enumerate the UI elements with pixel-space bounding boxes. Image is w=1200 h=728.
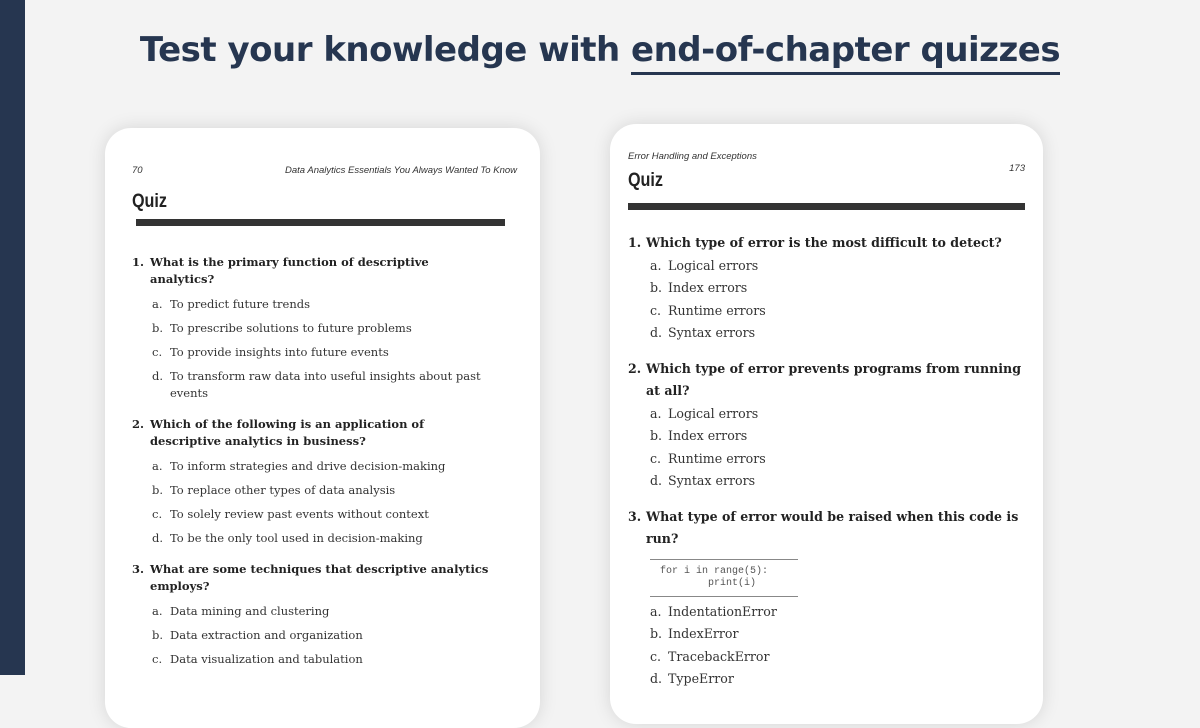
option-letter: a. — [152, 459, 163, 473]
option-letter: b. — [152, 628, 164, 642]
option-letter: c. — [152, 345, 163, 359]
question — [628, 232, 1028, 255]
question — [132, 416, 492, 450]
slide-title — [0, 30, 1200, 70]
answer-option — [650, 470, 1028, 493]
option-letter: c. — [152, 652, 163, 666]
answer-option — [152, 458, 492, 475]
option-text: Logical errors — [668, 405, 759, 421]
option-letter: d. — [650, 473, 663, 488]
running-header: Error Handling and Exceptions — [628, 151, 757, 162]
option-letter: c. — [650, 302, 662, 318]
option-letter: b. — [650, 428, 663, 443]
heading-rule — [136, 219, 505, 226]
option-text: To be the only tool used in decision-making — [170, 531, 423, 545]
option-letter: c. — [152, 507, 163, 521]
question-number: 2. — [628, 360, 642, 376]
question — [132, 561, 492, 595]
answer-option — [152, 320, 492, 337]
answer-option — [152, 482, 492, 499]
title-underlined: end-of-chapter quizzes — [631, 30, 1060, 75]
quiz-heading: Quiz — [132, 191, 167, 212]
option-text: To inform strategies and drive decision-making — [170, 459, 446, 473]
option-letter: d. — [152, 531, 164, 545]
option-text: Data visualization and tabulation — [170, 652, 363, 666]
answer-option — [152, 627, 492, 644]
left-book-page — [105, 128, 540, 728]
option-letter: a. — [650, 257, 662, 273]
answer-option — [650, 425, 1028, 448]
question-number: 3. — [628, 508, 642, 524]
question-text: Which type of error prevents programs from running at all? — [646, 360, 1022, 398]
option-text: To replace other types of data analysis — [170, 483, 396, 497]
answer-option — [152, 368, 492, 402]
option-letter: d. — [650, 671, 663, 686]
answer-option — [152, 296, 492, 313]
right-book-page — [610, 124, 1043, 724]
running-header: Data Analytics Essentials You Always Wanted To Know — [285, 165, 517, 176]
question-list — [132, 254, 492, 668]
option-text: Syntax errors — [668, 325, 756, 340]
option-text: IndentationError — [668, 603, 777, 619]
answer-option — [650, 646, 1028, 669]
option-text: Runtime errors — [668, 450, 766, 466]
option-text: TypeError — [668, 671, 734, 686]
option-letter: b. — [650, 280, 663, 295]
answer-option — [650, 668, 1028, 691]
answer-option — [152, 651, 492, 668]
option-text: IndexError — [668, 626, 739, 641]
question-list — [628, 232, 1028, 691]
option-letter: c. — [650, 648, 662, 664]
option-letter: a. — [152, 297, 163, 311]
question-text: Which of the following is an application of descriptive analytics in business? — [150, 417, 425, 448]
answer-option — [650, 255, 1028, 278]
question — [132, 254, 492, 288]
answer-option — [650, 601, 1028, 624]
question-text: What are some techniques that descriptive analytics employs? — [150, 562, 489, 593]
heading-rule — [628, 203, 1025, 210]
question — [628, 358, 1028, 403]
sidebar-accent — [0, 0, 25, 675]
answer-option — [650, 623, 1028, 646]
option-text: Data mining and clustering — [170, 604, 330, 618]
option-text: To predict future trends — [170, 297, 311, 311]
question-number: 1. — [628, 235, 642, 250]
answer-option — [650, 277, 1028, 300]
answer-option — [650, 448, 1028, 471]
answer-option — [650, 300, 1028, 323]
option-text: To transform raw data into useful insights about past events — [170, 369, 481, 400]
question — [628, 506, 1028, 551]
option-letter: a. — [152, 604, 163, 618]
option-text: To prescribe solutions to future problems — [170, 321, 412, 335]
answer-option — [152, 530, 492, 547]
answer-option — [152, 603, 492, 620]
question-text: Which type of error is the most difficult to detect? — [646, 235, 1002, 250]
option-letter: b. — [152, 483, 164, 497]
question-number: 3. — [132, 562, 145, 576]
option-text: Syntax errors — [668, 473, 756, 488]
option-text: Index errors — [668, 428, 748, 443]
question-number: 2. — [132, 417, 145, 431]
option-text: Index errors — [668, 280, 748, 295]
question-number: 1. — [132, 255, 145, 269]
question-text: What is the primary function of descriptive analytics? — [150, 255, 429, 286]
option-text: To provide insights into future events — [170, 345, 389, 359]
option-text: TracebackError — [668, 648, 770, 664]
option-text: Logical errors — [668, 257, 759, 273]
page-number: 70 — [132, 165, 143, 176]
answer-option — [650, 403, 1028, 426]
option-letter: b. — [650, 626, 663, 641]
option-letter: d. — [152, 369, 164, 383]
option-letter: a. — [650, 405, 662, 421]
question-text: What type of error would be raised when this code is run? — [646, 508, 1019, 546]
option-letter: a. — [650, 603, 662, 619]
quiz-heading: Quiz — [628, 170, 663, 191]
answer-option — [152, 344, 492, 361]
option-letter: c. — [650, 450, 662, 466]
option-text: Runtime errors — [668, 302, 766, 318]
answer-option — [152, 506, 492, 523]
code-snippet: for i in range(5): print(i) — [650, 559, 798, 597]
option-text: To solely review past events without context — [170, 507, 429, 521]
answer-option — [650, 322, 1028, 345]
option-letter: d. — [650, 325, 663, 340]
option-letter: b. — [152, 321, 164, 335]
title-prefix: Test your knowledge with — [139, 30, 632, 70]
page-number: 173 — [1009, 163, 1025, 174]
option-text: Data extraction and organization — [170, 628, 363, 642]
